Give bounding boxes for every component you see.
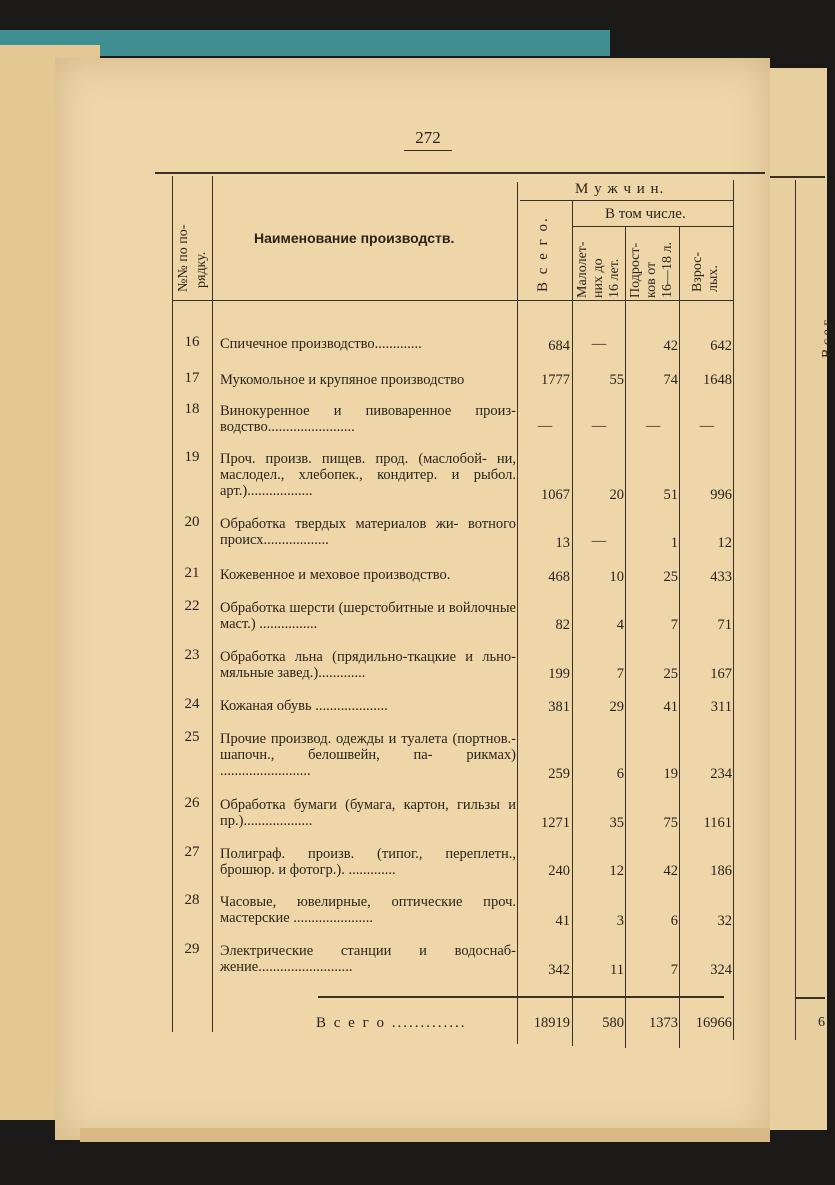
row-number: 24	[184, 696, 200, 712]
page-number: 272	[404, 128, 452, 151]
cell-teens: 51	[663, 487, 678, 503]
cell-total: 468	[548, 569, 570, 585]
row-number: 26	[184, 795, 200, 811]
cell-total: 240	[548, 863, 570, 879]
header-number-line2: рядку.	[194, 251, 209, 288]
total-teens: 1373	[649, 1015, 678, 1031]
row-name: Мукомольное и крупяное производство	[220, 372, 465, 388]
header-including: В том числе.	[605, 206, 686, 222]
row-number: 25	[184, 729, 200, 745]
cell-minors: 7	[616, 666, 624, 682]
row-name: Электрические станции и водоснаб- жение..........................	[220, 943, 516, 975]
cell-adults: 12	[717, 535, 732, 551]
col-border-teens	[679, 226, 680, 1048]
cell-adults: 186	[710, 863, 732, 879]
subgroup-header-rule	[572, 226, 734, 227]
cell-total: 259	[548, 766, 570, 782]
row-name: Полиграф. произв. (типог., переплетн., брошюр. и фотогр.). .............	[220, 846, 516, 878]
cell-total: 199	[548, 666, 570, 682]
cell-adults: 167	[710, 666, 732, 682]
cell-minors: 10	[609, 569, 624, 585]
header-adults-line1: Взрос-	[690, 251, 705, 292]
facing-page	[768, 68, 835, 1130]
header-teens-line3: 16—18 л.	[660, 242, 675, 298]
cell-teens: 74	[663, 372, 678, 388]
total-adults: 16966	[695, 1015, 732, 1031]
cell-teens: 75	[663, 815, 678, 831]
table-top-rule	[155, 172, 765, 174]
header-name: Наименование производств.	[254, 230, 455, 246]
cell-minors: 6	[616, 766, 624, 782]
cell-minors: —	[591, 418, 607, 434]
cell-teens: 7	[670, 962, 678, 978]
cell-teens: 7	[670, 617, 678, 633]
total-all: 18919	[533, 1015, 570, 1031]
row-name: Обработка шерсти (шерстобитные и войлочные маст.) ................	[220, 600, 516, 632]
row-name: Обработка твердых материалов жи- вотного происх..................	[220, 516, 516, 548]
total-rule	[318, 996, 724, 998]
row-number: 21	[184, 565, 200, 581]
header-teens-line1: Подрост-	[628, 242, 643, 298]
row-name: Винокуренное и пивоваренное произ- водство........................	[220, 403, 516, 435]
cell-minors: 55	[609, 372, 624, 388]
cell-total: 1777	[541, 372, 570, 388]
cell-total: 82	[555, 617, 570, 633]
cell-teens: 41	[663, 699, 678, 715]
page-bottom-edge	[80, 1128, 770, 1142]
cell-adults: 32	[717, 913, 732, 929]
cell-minors: —	[591, 336, 607, 352]
cell-teens: 1	[670, 535, 678, 551]
header-number-line1: №№ по по-	[176, 224, 191, 292]
header-bottom-rule	[172, 300, 734, 301]
cell-total: 1271	[541, 815, 570, 831]
row-name: Обработка льна (прядильно-ткацкие и льно-мяльные завед.).............	[220, 649, 516, 681]
cell-adults: 996	[710, 487, 732, 503]
row-number: 29	[184, 941, 200, 957]
row-name: Спичечное производство.............	[220, 336, 422, 352]
cell-teens: 6	[670, 913, 678, 929]
row-name: Проч. произв. пищев. прод. (маслобой- ни, маслодел., хлебопек., кондитер. и рыбол. арт.)..................	[220, 451, 516, 499]
cell-adults: 1161	[703, 815, 732, 831]
header-minors-line1: Малолет-	[575, 241, 590, 298]
cell-minors: 11	[610, 962, 624, 978]
row-name: Обработка бумаги (бумага, картон, гильзы и пр.)...................	[220, 797, 516, 829]
facing-page-header: В с е г	[820, 319, 835, 358]
header-teens-line2: ков от	[644, 261, 659, 298]
row-number: 22	[184, 598, 200, 614]
cell-adults: 71	[717, 617, 732, 633]
cell-total: 342	[548, 962, 570, 978]
row-number: 23	[184, 647, 200, 663]
row-number: 17	[184, 370, 200, 386]
row-name: Прочие производ. одежды и туалета (портнов.-шапочн., белошвейн, па- рикмах) .........................	[220, 731, 516, 779]
col-border-adults	[733, 180, 734, 1040]
facing-total-fragment: 6	[818, 1015, 825, 1030]
facing-total-rule	[796, 997, 825, 999]
cell-teens: 25	[663, 666, 678, 682]
col-border-total	[572, 200, 573, 1046]
total-label: В с е г о .............	[316, 1015, 467, 1031]
row-number: 20	[184, 514, 200, 530]
header-men: М у ж ч и н.	[575, 181, 665, 197]
cell-total: 381	[548, 699, 570, 715]
header-total: В с е г о.	[535, 216, 551, 292]
cell-adults: 433	[710, 569, 732, 585]
col-border-number	[212, 176, 213, 1032]
header-minors-line2: них до	[591, 258, 606, 298]
header-minors-line3: 16 лет.	[607, 258, 622, 298]
cell-teens: 19	[663, 766, 678, 782]
cell-adults: 324	[710, 962, 732, 978]
row-number: 16	[184, 334, 200, 350]
row-number: 28	[184, 892, 200, 908]
facing-col-border	[795, 180, 796, 1040]
cell-minors: 4	[616, 617, 624, 633]
col-border-minors	[625, 226, 626, 1048]
cell-total: —	[537, 418, 553, 434]
cell-total: 13	[555, 535, 570, 551]
row-number: 19	[184, 449, 200, 465]
cell-adults: 234	[710, 766, 732, 782]
facing-top-rule	[770, 176, 825, 178]
cell-teens: 25	[663, 569, 678, 585]
cell-minors: 12	[609, 863, 624, 879]
group-header-rule	[520, 200, 734, 201]
cell-adults: 311	[710, 699, 732, 715]
cell-minors: —	[591, 533, 607, 549]
header-adults-line2: лых.	[706, 265, 721, 292]
cell-teens: 42	[663, 863, 678, 879]
cell-total: 1067	[541, 487, 570, 503]
total-minors: 580	[602, 1015, 624, 1031]
cell-minors: 29	[609, 699, 624, 715]
row-name: Кожевенное и меховое производство.	[220, 567, 451, 583]
cell-minors: 35	[609, 815, 624, 831]
cell-total: 41	[555, 913, 570, 929]
cell-total: 684	[548, 338, 570, 354]
col-border-left	[172, 176, 173, 1032]
cell-teens: —	[645, 418, 661, 434]
cell-minors: 20	[609, 487, 624, 503]
cell-adults: —	[699, 418, 715, 434]
row-name: Кожаная обувь ....................	[220, 698, 388, 714]
cell-adults: 642	[710, 338, 732, 354]
cell-minors: 3	[616, 913, 624, 929]
row-number: 18	[184, 401, 200, 417]
row-name: Часовые, ювелирные, оптические проч. мастерские ......................	[220, 894, 516, 926]
col-border-name	[517, 182, 518, 1044]
row-number: 27	[184, 844, 200, 860]
cell-teens: 42	[663, 338, 678, 354]
cell-adults: 1648	[703, 372, 732, 388]
